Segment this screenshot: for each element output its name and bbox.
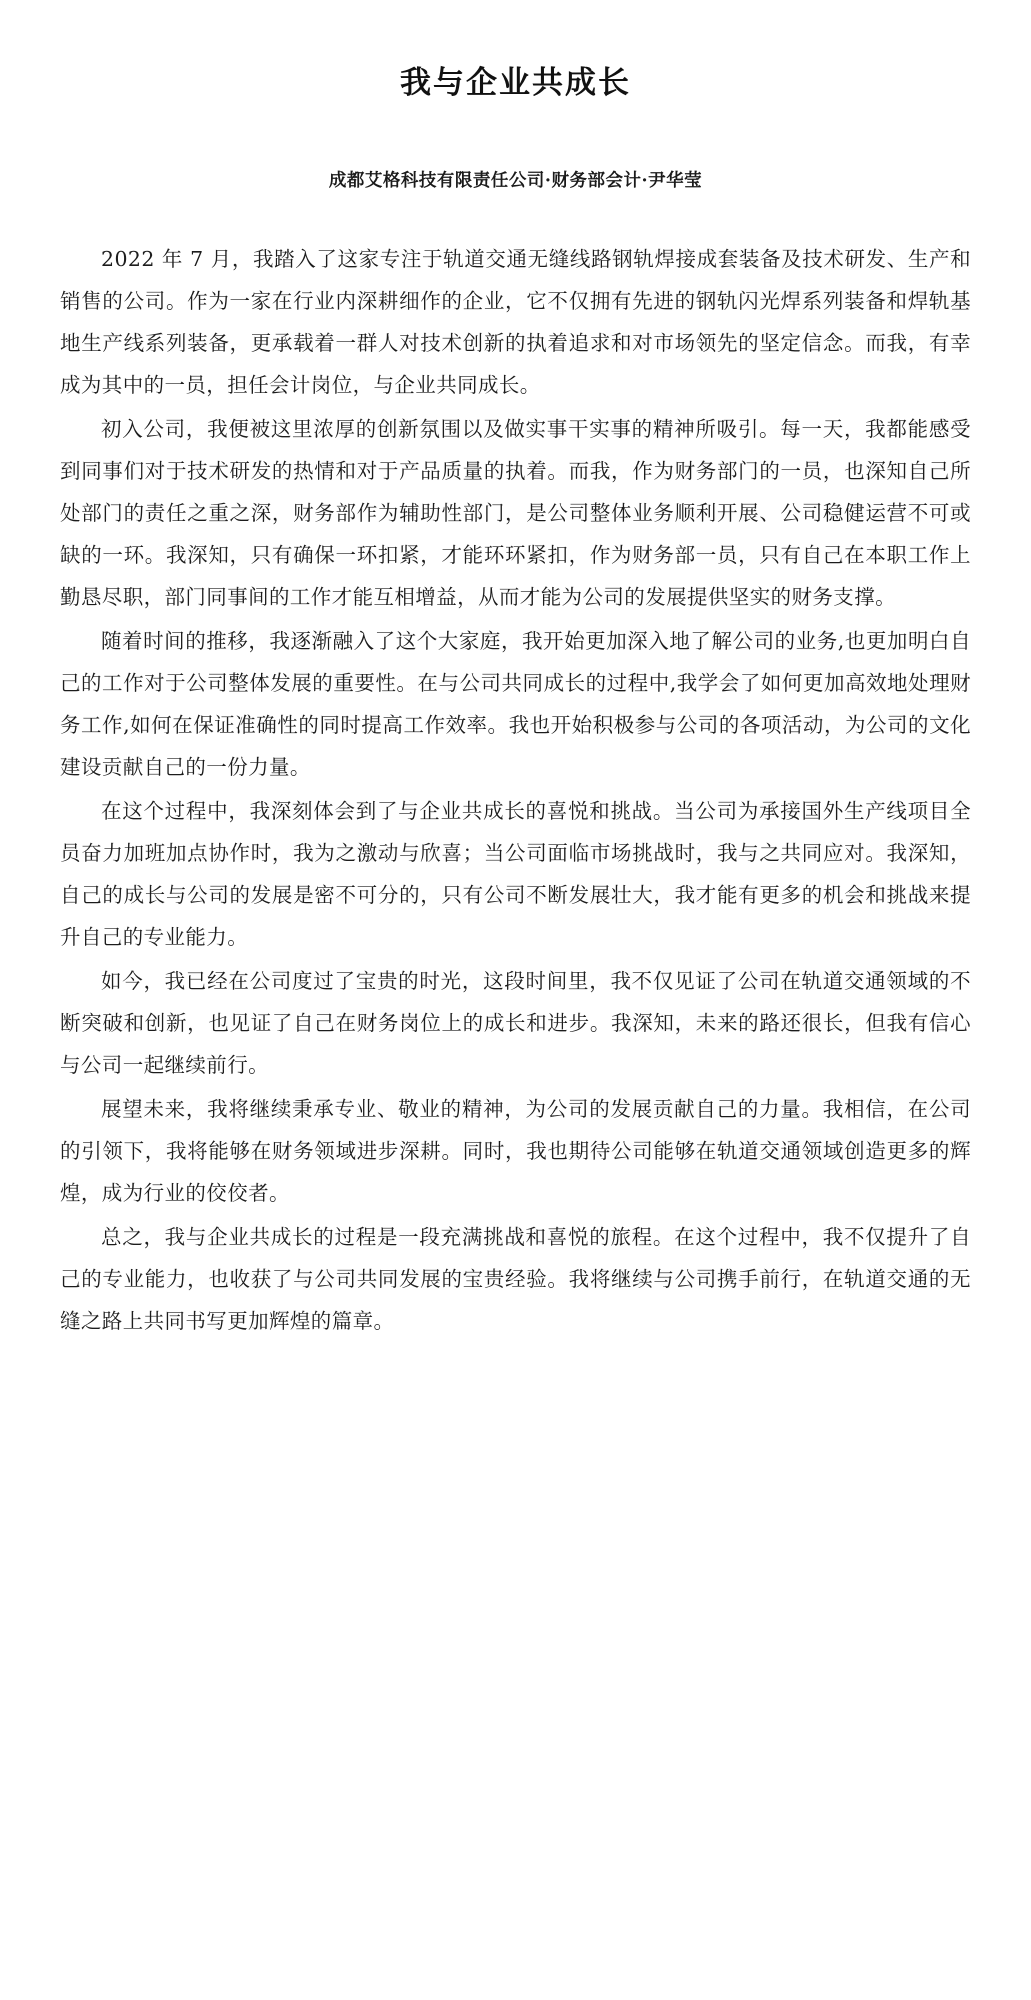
paragraph: 随着时间的推移，我逐渐融入了这个大家庭，我开始更加深入地了解公司的业务,也更加明白自己的工作对于公司整体发展的重要性。在与公司共同成长的过程中,我学会了如何更加高效地处理财务工作,如何在保证准确性的同时提高工作效率。我也开始积极参与公司的各项活动，为公司的文化建设贡献自己的一份力量。 <box>60 629 971 780</box>
paragraph: 如今，我已经在公司度过了宝贵的时光，这段时间里，我不仅见证了公司在轨道交通领域的不断突破和创新，也见证了自己在财务岗位上的成长和进步。我深知，未来的路还很长，但我有信心与公司一起继续前行。 <box>60 969 971 1078</box>
byline: 成都艾格科技有限责任公司·财务部会计·尹华莹 <box>328 171 703 192</box>
paragraph: 总之，我与企业共成长的过程是一段充满挑战和喜悦的旅程。在这个过程中，我不仅提升了自己的专业能力，也收获了与公司共同发展的宝贵经验。我将继续与公司携手前行，在轨道交通的无缝之路上共同书写更加辉煌的篇章。 <box>60 1225 971 1334</box>
paragraph: 2022 年 7 月，我踏入了这家专注于轨道交通无缝线路钢轨焊接成套装备及技术研发、生产和销售的公司。作为一家在行业内深耕细作的企业，它不仅拥有先进的钢轨闪光焊系列装备和焊轨基地生产线系列装备，更承载着一群人对技术创新的执着追求和对市场领先的坚定信念。而我，有幸成为其中的一员，担任会计岗位，与企业共同成长。 <box>60 247 971 398</box>
paragraph: 展望未来，我将继续秉承专业、敬业的精神，为公司的发展贡献自己的力量。我相信，在公司的引领下，我将能够在财务领域进步深耕。同时，我也期待公司能够在轨道交通领域创造更多的辉煌，成为行业的佼佼者。 <box>60 1097 971 1206</box>
paragraph: 在这个过程中，我深刻体会到了与企业共成长的喜悦和挑战。当公司为承接国外生产线项目全员奋力加班加点协作时，我为之激动与欣喜；当公司面临市场挑战时，我与之共同应对。我深知，自己的成长与公司的发展是密不可分的，只有公司不断发展壮大，我才能有更多的机会和挑战来提升自己的专业能力。 <box>60 799 971 950</box>
paragraph: 初入公司，我便被这里浓厚的创新氛围以及做实事干实事的精神所吸引。每一天，我都能感受到同事们对于技术研发的热情和对于产品质量的执着。而我，作为财务部门的一员，也深知自己所处部门的责任之重之深，财务部作为辅助性部门，是公司整体业务顺利开展、公司稳健运营不可或缺的一环。我深知，只有确保一环扣紧，才能环环紧扣，作为财务部一员，只有自己在本职工作上勤恳尽职，部门同事间的工作才能互相增益，从而才能为公司的发展提供坚实的财务支撑。 <box>60 417 971 610</box>
page-title: 我与企业共成长 <box>400 65 631 101</box>
document-body <box>60 238 971 1342</box>
